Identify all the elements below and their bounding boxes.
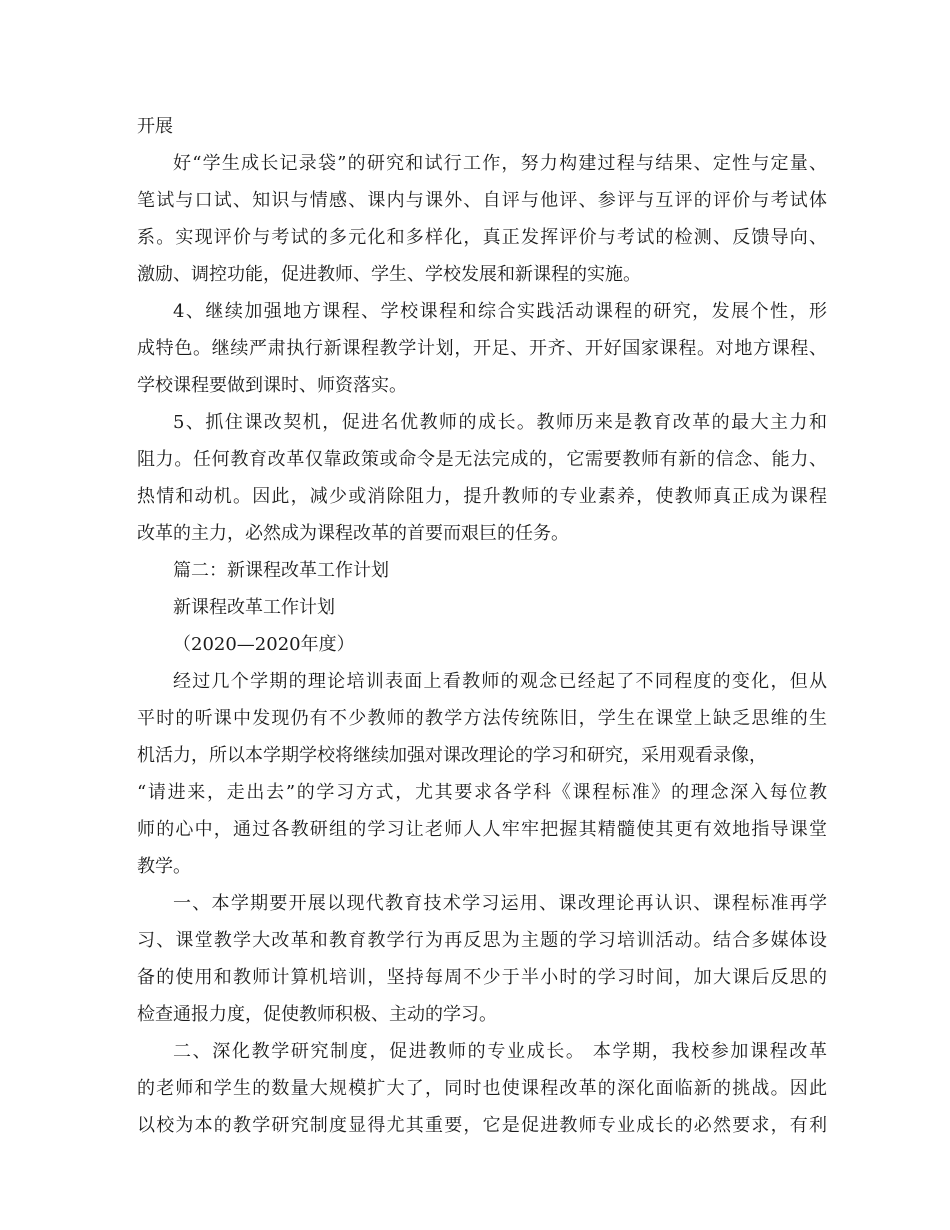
text-line: 激励、调控功能，促进教师、学生、学校发展和新课程的实施。 bbox=[137, 264, 641, 285]
text-line: 5、抓住课改契机，促进名优教师的成长。教师历来是教育改革的最大主力和 bbox=[173, 412, 827, 433]
text-line: 4、继续加强地方课程、学校课程和综合实践活动课程的研究，发展个性，形 bbox=[173, 301, 827, 322]
text-line: 习、课堂教学大改革和教育教学行为再反思为主题的学习培训活动。结合多媒体设 bbox=[137, 930, 827, 951]
text-line: 的老师和学生的数量大规模扩大了，同时也使课程改革的深化面临新的挑战。因此 bbox=[137, 1078, 827, 1099]
text-line: 二、深化教学研究制度，促进教师的专业成长。 本学期，我校参加课程改革 bbox=[173, 1041, 827, 1062]
text-line: “请进来，走出去”的学习方式，尤其要求各学科《课程标准》的理念深入每位教 bbox=[137, 782, 827, 803]
text-line: 师的心中，通过各教研组的学习让老师人人牢牢把握其精髓使其更有效地指导课堂 bbox=[137, 819, 827, 840]
text-line: 平时的听课中发现仍有不少教师的教学方法传统陈旧，学生在课堂上缺乏思维的生 bbox=[137, 708, 827, 729]
text-line: 笔试与口试、知识与情感、课内与课外、自评与他评、参评与互评的评价与考试体 bbox=[137, 190, 827, 211]
document-year: （2020—2020年度） bbox=[173, 634, 355, 655]
text-line: 学校课程要做到课时、师资落实。 bbox=[137, 375, 407, 396]
text-line: 成特色。继续严肃执行新课程教学计划，开足、开齐、开好国家课程。对地方课程、 bbox=[137, 338, 827, 359]
text-line: 改革的主力，必然成为课程改革的首要而艰巨的任务。 bbox=[137, 523, 569, 544]
section-heading: 篇二：新课程改革工作计划 bbox=[173, 560, 389, 581]
text-line: 系。实现评价与考试的多元化和多样化，真正发挥评价与考试的检测、反馈导向、 bbox=[137, 227, 827, 248]
text-line: 经过几个学期的理论培训表面上看教师的观念已经起了不同程度的变化，但从 bbox=[173, 671, 827, 692]
text-line: 以校为本的教学研究制度显得尤其重要，它是促进教师专业成长的必然要求，有利 bbox=[137, 1115, 827, 1136]
document-title: 新课程改革工作计划 bbox=[173, 597, 335, 618]
text-line: 开展 bbox=[137, 116, 173, 137]
text-line: 教学。 bbox=[137, 856, 191, 877]
text-line: 好“学生成长记录袋”的研究和试行工作，努力构建过程与结果、定性与定量、 bbox=[173, 153, 827, 174]
text-line: 检查通报力度，促使教师积极、主动的学习。 bbox=[137, 1004, 497, 1025]
text-line: 机活力，所以本学期学校将继续加强对课改理论的学习和研究，采用观看录像， bbox=[137, 745, 767, 766]
text-line: 热情和动机。因此，减少或消除阻力，提升教师的专业素养，使教师真正成为课程 bbox=[137, 486, 827, 507]
text-line: 阻力。任何教育改革仅靠政策或命令是无法完成的，它需要教师有新的信念、能力、 bbox=[137, 449, 827, 470]
text-line: 一、本学期要开展以现代教育技术学习运用、课改理论再认识、课程标准再学 bbox=[173, 893, 827, 914]
text-line: 备的使用和教师计算机培训，坚持每周不少于半小时的学习时间，加大课后反思的 bbox=[137, 967, 827, 988]
